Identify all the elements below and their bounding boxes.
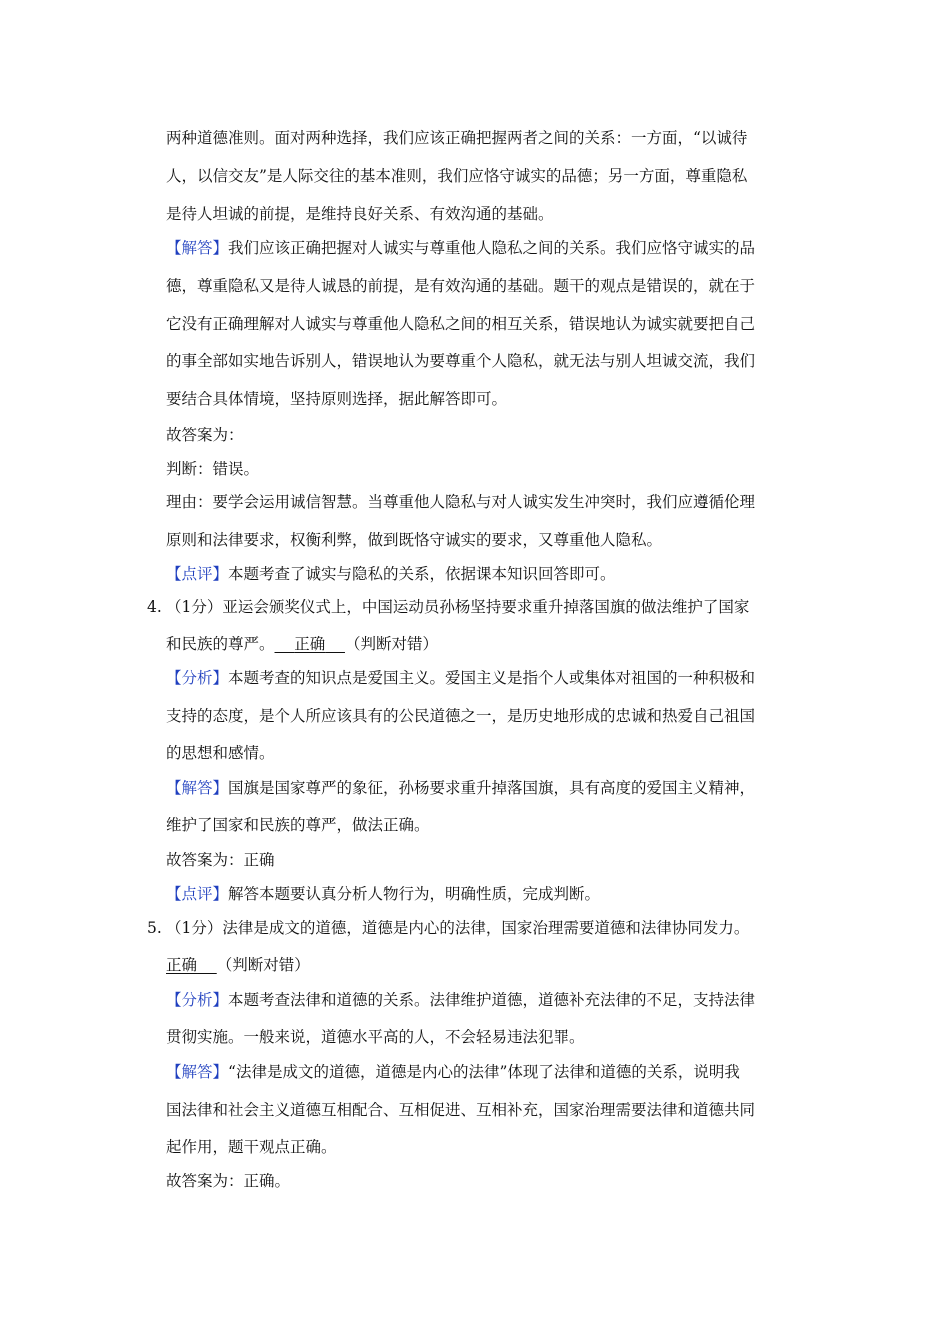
- review-tag: 【点评】: [166, 565, 229, 583]
- text-line: 是待人坦诚的前提，是维持良好关系、有效沟通的基础。: [166, 205, 554, 223]
- stem-text: 和民族的尊严。: [166, 635, 275, 653]
- text-line: 的事全部如实地告诉别人，错误地认为要尊重个人隐私，就无法与别人坦诚交流，我们: [166, 352, 756, 370]
- judgment: 判断：错误。: [166, 460, 260, 478]
- q5-analysis-line: [166, 990, 806, 1010]
- text-line: 维护了国家和民族的尊严，做法正确。: [166, 816, 430, 834]
- analysis-tag: 【分析】: [166, 991, 229, 1009]
- question-number: 4.: [147, 598, 162, 616]
- text-line: 国法律和社会主义道德互相配合、互相促进、互相补充，国家治理需要法律和道德共同: [166, 1101, 756, 1119]
- question-stem-line2: [166, 955, 806, 975]
- text-line: 起作用，题干观点正确。: [166, 1138, 337, 1156]
- review-text: 解答本题要认真分析人物行为，明确性质，完成判断。: [228, 885, 601, 903]
- q4-answer-line: [166, 778, 806, 798]
- stem-suffix: （判断对错）: [344, 635, 438, 653]
- question-stem: （1分）亚运会颁奖仪式上，中国运动员孙杨坚持要求重升掉落国旗的做法维护了国家: [166, 598, 750, 616]
- answer-text: “法律是成文的道德，道德是内心的法律”体现了法律和道德的关系，说明我: [228, 1063, 740, 1081]
- question-number: 5.: [147, 919, 162, 937]
- text-line: 德，尊重隐私又是待人诚恳的前提，是有效沟通的基础。题干的观点是错误的，就在于: [166, 277, 756, 295]
- question-stem: （1分）法律是成文的道德，道德是内心的法律，国家治理需要道德和法律协同发力。: [166, 919, 750, 937]
- answer-text: 我们应该正确把握对人诚实与尊重他人隐私之间的关系。我们应恪守诚实的品: [228, 239, 756, 257]
- text-line: 人，以信交友”是人际交往的基本准则，我们应恪守诚实的品德；另一方面，尊重隐私: [166, 167, 748, 185]
- answer-fill: 正确: [294, 635, 326, 653]
- text-line: 的思想和感情。: [166, 744, 275, 762]
- q4-analysis-line: [166, 668, 806, 688]
- q5-answer-line: [166, 1062, 806, 1082]
- answer-text: 国旗是国家尊严的象征，孙杨要求重升掉落国旗，具有高度的爱国主义精神，: [228, 779, 756, 797]
- q4-review-line: [166, 884, 806, 904]
- analysis-text: 本题考查的知识点是爱国主义。爱国主义是指个人或集体对祖国的一种积极和: [228, 669, 756, 687]
- so-answer: 故答案为：正确: [166, 851, 275, 869]
- analysis-text: 本题考查法律和道德的关系。法律维护道德，道德补充法律的不足，支持法律: [228, 991, 756, 1009]
- q3-review-line: [166, 564, 806, 584]
- q3-answer-line: [166, 238, 806, 258]
- text-line: 支持的态度，是个人所应该具有的公民道德之一，是历史地形成的忠诚和热爱自己祖国: [166, 707, 756, 725]
- so-answer: 故答案为：正确。: [166, 1172, 291, 1190]
- text-line: 贯彻实施。一般来说，道德水平高的人，不会轻易违法犯罪。: [166, 1028, 585, 1046]
- review-tag: 【点评】: [166, 885, 229, 903]
- text-line: 要结合具体情境，坚持原则选择，据此解答即可。: [166, 390, 508, 408]
- stem-suffix: （判断对错）: [216, 956, 310, 974]
- text-line: 理由：要学会运用诚信智慧。当尊重他人隐私与对人诚实发生冲突时，我们应遵循伦理: [166, 493, 756, 511]
- question-stem-line2: [166, 634, 806, 654]
- answer-fill: 正确: [166, 956, 198, 974]
- so-answer: 故答案为：: [166, 426, 244, 444]
- answer-tag: 【解答】: [166, 1063, 229, 1081]
- review-text: 本题考查了诚实与隐私的关系，依据课本知识回答即可。: [228, 565, 616, 583]
- text-line: 两种道德准则。面对两种选择，我们应该正确把握两者之间的关系：一方面，“以诚待: [166, 129, 748, 147]
- answer-blank: [275, 634, 345, 654]
- analysis-tag: 【分析】: [166, 669, 229, 687]
- text-line: 原则和法律要求，权衡利弊，做到既恪守诚实的要求，又尊重他人隐私。: [166, 531, 663, 549]
- answer-blank: [166, 955, 217, 975]
- answer-tag: 【解答】: [166, 779, 229, 797]
- answer-tag: 【解答】: [166, 239, 229, 257]
- text-line: 它没有正确理解对人诚实与尊重他人隐私之间的相互关系，错误地认为诚实就要把自己: [166, 315, 756, 333]
